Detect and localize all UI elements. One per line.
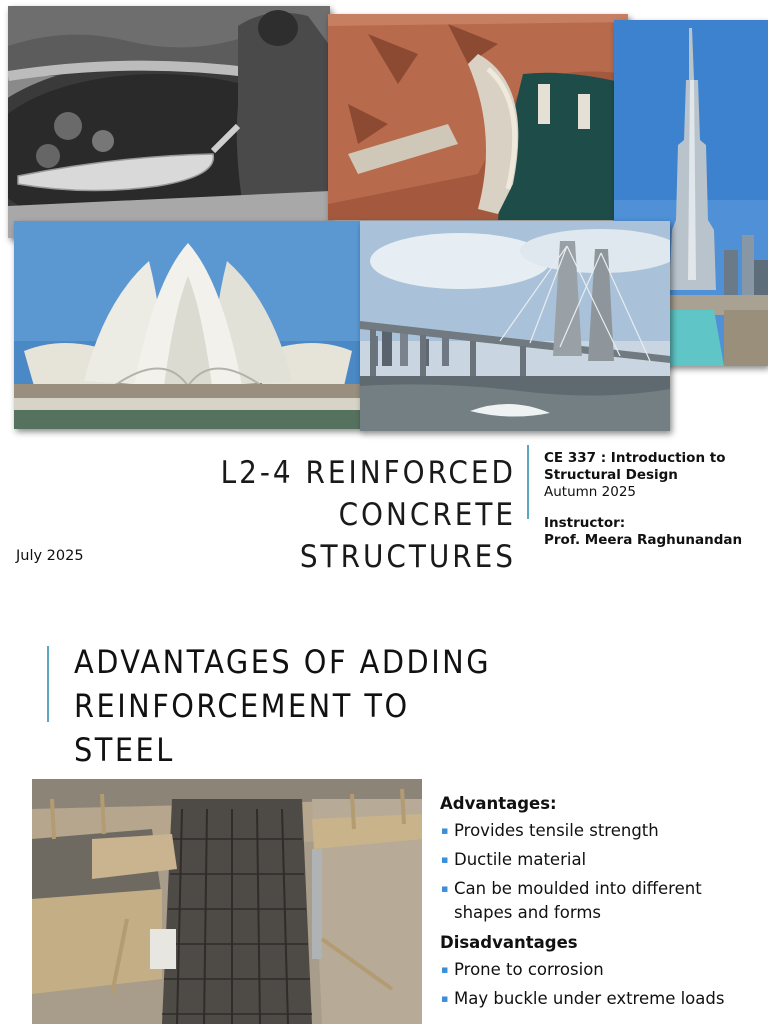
advantages-heading: Advantages: xyxy=(440,794,557,813)
term: Autumn 2025 xyxy=(544,484,636,500)
list-item: ▪ Prone to corrosion xyxy=(440,958,760,982)
sea-bridge-photo xyxy=(360,221,670,431)
slide2-title-line1: ADVANTAGES OF ADDING REINFORCEMENT TO xyxy=(74,643,492,725)
lecture-title-line2: STRUCTURES xyxy=(299,539,516,575)
slide2-title-line2: STEEL xyxy=(74,731,175,769)
bullet-icon: ▪ xyxy=(441,853,449,866)
course-code-line2: Structural Design xyxy=(544,467,678,483)
instructor-label: Instructor: xyxy=(544,515,626,531)
disadvantages-heading: Disadvantages xyxy=(440,933,578,952)
lecture-title-line1: L2-4 REINFORCED CONCRETE xyxy=(220,455,516,533)
course-info xyxy=(544,450,766,549)
list-item: ▪ Ductile material xyxy=(440,848,760,872)
instructor-name: Prof. Meera Raghunandan xyxy=(544,532,743,548)
list-item: ▪ Can be moulded into different shapes and forms xyxy=(441,879,702,922)
bullet-icon: ▪ xyxy=(441,882,449,895)
slide2-title xyxy=(74,640,754,772)
disadvantages-list xyxy=(440,958,760,1011)
list-item: ▪ Provides tensile strength xyxy=(440,819,760,843)
dam-photo xyxy=(328,14,628,220)
advantages-list xyxy=(440,819,760,925)
lecture-title xyxy=(40,452,516,578)
bullet-icon: ▪ xyxy=(441,963,449,976)
pros-cons-list xyxy=(440,794,760,1016)
list-item: ▪ May buckle under extreme loads xyxy=(440,987,760,1011)
course-code-line1: CE 337 : Introduction to xyxy=(544,450,726,466)
lecture-date: July 2025 xyxy=(16,548,84,564)
slide2-accent-bar xyxy=(47,646,49,722)
pond-boat-photo xyxy=(8,6,330,238)
bullet-icon: ▪ xyxy=(441,824,449,837)
rebar-formwork-photo xyxy=(32,779,422,1024)
title-divider xyxy=(527,445,529,519)
bullet-icon: ▪ xyxy=(441,992,449,1005)
lotus-temple-photo xyxy=(14,221,362,429)
